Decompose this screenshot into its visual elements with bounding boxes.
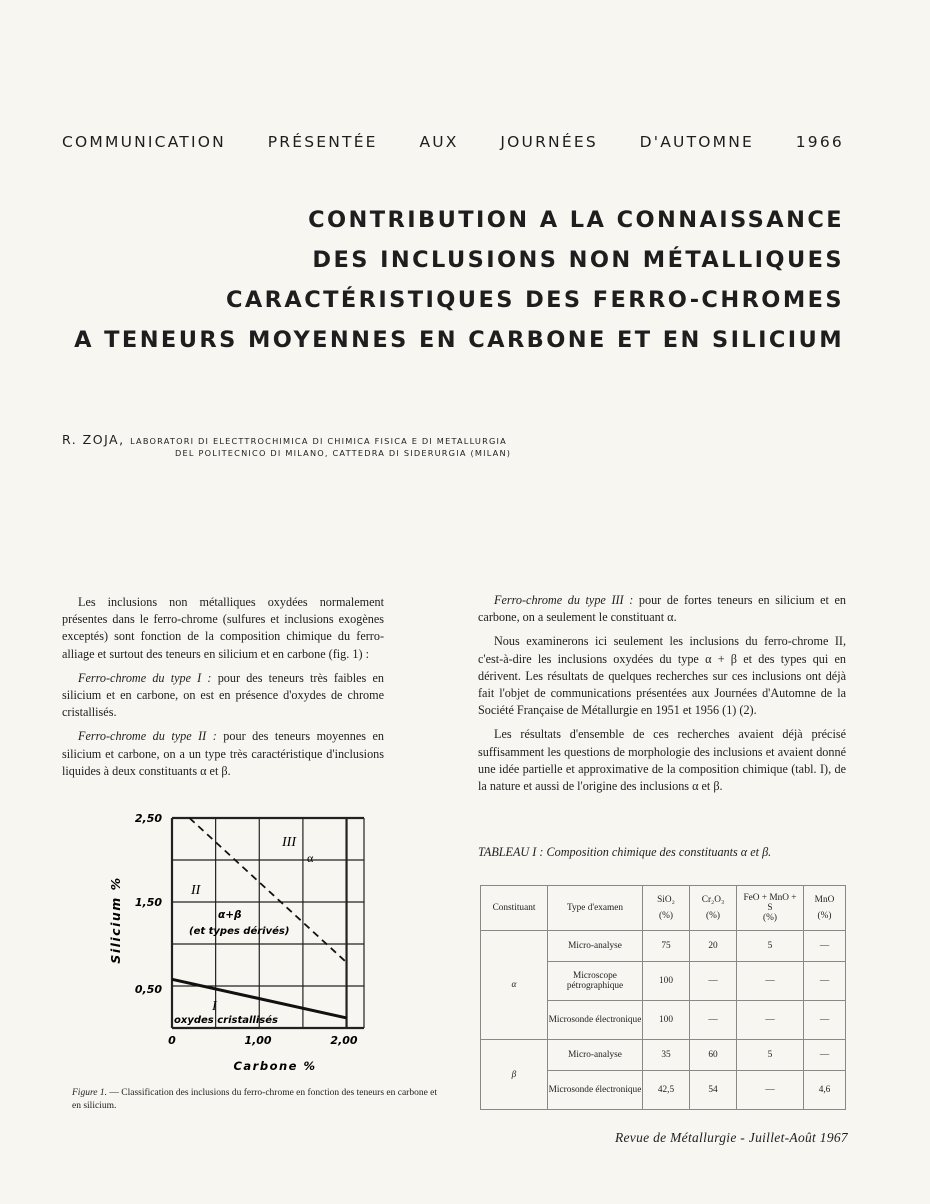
table-cell: 100	[643, 1001, 690, 1040]
type-heading: Ferro-chrome du type I :	[78, 670, 212, 685]
author-affiliation-2: DEL POLITECNICO DI MILANO, CATTEDRA DI SIDERURGIA (MILAN)	[175, 448, 512, 458]
region-label: α+β	[218, 909, 242, 921]
title-line: A TENEURS MOYENNES EN CARBONE ET EN SILICIUM	[74, 327, 844, 353]
region-label: III	[282, 835, 296, 850]
table-cell: —	[737, 1001, 804, 1040]
title-line: CONTRIBUTION A LA CONNAISSANCE	[308, 207, 844, 233]
table-row	[481, 1040, 846, 1071]
header-text: Cr₂O₃	[701, 895, 725, 905]
table-header-row	[481, 886, 846, 931]
table-cell: 20	[690, 931, 737, 962]
header-text: SiO₂	[657, 895, 675, 905]
type-heading: Ferro-chrome du type III :	[494, 593, 634, 607]
header-word: JOURNÉES	[500, 133, 598, 151]
y-axis-label: Silicium %	[108, 876, 123, 964]
figure-1-chart	[100, 800, 380, 1090]
constituent-cell: β	[481, 1040, 548, 1110]
paragraph: Les résultats d'ensemble de ces recherches avaient déjà précisé suffisamment les questions de morphologie des inclusions et avaient donné une idée partielle et approximative de la composition chimique (tabl. I), de la nature et aussi de l'origine des inclusions α et β.	[478, 727, 846, 794]
table-cell: 5	[737, 1040, 804, 1071]
boundary-line-dashed	[189, 818, 346, 962]
y-tick-label: 2,50	[134, 812, 162, 825]
column-header: Type d'examen	[548, 886, 643, 931]
y-tick-label: 1,50	[134, 896, 162, 909]
table-cell: 75	[643, 931, 690, 962]
table-caption: TABLEAU I : Composition chimique des constituants α et β.	[478, 845, 772, 859]
table-cell: —	[690, 1001, 737, 1040]
region-label: oxydes cristallisés	[174, 1015, 278, 1026]
running-header	[62, 133, 844, 151]
header-word: AUX	[419, 133, 459, 151]
column-header	[690, 886, 737, 931]
header-word: PRÉSENTÉE	[267, 133, 378, 151]
table-cell: Microsonde électronique	[548, 1001, 643, 1040]
region-label: (et types dérivés)	[189, 926, 290, 937]
author-name: R. ZOJA,	[62, 432, 125, 447]
journal-footer: Revue de Métallurgie - Juillet-Août 1967	[614, 1130, 848, 1145]
figure-caption-text: — Classification des inclusions du ferro-chrome en fonction des teneurs en carbone et en silicium.	[72, 1088, 438, 1111]
table-cell: —	[690, 962, 737, 1001]
table-cell: —	[737, 962, 804, 1001]
x-tick-label: 2,00	[330, 1034, 358, 1047]
type-heading: Ferro-chrome du type II :	[78, 729, 217, 744]
header-unit: (%)	[659, 911, 673, 921]
table-cell: 42,5	[643, 1071, 690, 1110]
region-label: II	[191, 883, 201, 898]
paragraph: Les inclusions non métalliques oxydées normalement présentes dans le ferro-chrome (sulfures et inclusions exogènes exceptés) sont fonction de la composition chimique du ferro-alliage et surtout des teneurs en silicium et en carbone (fig. 1) :	[62, 595, 384, 661]
table-cell: —	[737, 1071, 804, 1110]
header-word: 1966	[795, 133, 844, 151]
right-column	[478, 592, 846, 802]
paragraph-text: pour des teneurs très faibles en silicium et en carbone, on est en présence d'oxydes de chrome cristallisés.	[62, 670, 384, 720]
column-header	[737, 886, 804, 931]
y-tick-label: 0,50	[134, 983, 162, 996]
figure-caption	[72, 1087, 442, 1113]
table-cell: Microscope pétrographique	[548, 962, 643, 1001]
paragraph	[62, 670, 384, 722]
table-cell: 4,6	[804, 1071, 846, 1110]
region-label: I	[212, 999, 217, 1014]
left-column	[62, 594, 384, 787]
table-cell: 5	[737, 931, 804, 962]
table-cell: 54	[690, 1071, 737, 1110]
paragraph-text: pour des teneurs moyennes en silicium et carbone, on a un type très caractéristique d'inclusions liquides à deux constituants α et β.	[62, 729, 384, 778]
title-line: DES INCLUSIONS NON MÉTALLIQUES	[312, 247, 844, 273]
composition-table	[480, 885, 846, 1110]
table-cell: 60	[690, 1040, 737, 1071]
table-cell: 35	[643, 1040, 690, 1071]
x-tick-label: 1,00	[244, 1034, 272, 1047]
x-axis-label: Carbone %	[233, 1059, 317, 1073]
table-cell: —	[804, 931, 846, 962]
constituent-cell: α	[481, 931, 548, 1040]
table-row	[481, 931, 846, 962]
table-cell: 100	[643, 962, 690, 1001]
header-unit: (%)	[817, 911, 832, 921]
paragraph-text: pour de fortes teneurs en silicium et en carbone, on a seulement le constituant α.	[478, 593, 847, 625]
table-cell: —	[804, 1001, 846, 1040]
title-line: CARACTÉRISTIQUES DES FERRO-CHROMES	[225, 287, 844, 313]
table-cell: Micro-analyse	[548, 1040, 643, 1071]
header-unit: (%)	[763, 913, 777, 923]
paragraph	[478, 592, 846, 626]
column-header	[643, 886, 690, 931]
table-cell: Micro-analyse	[548, 931, 643, 962]
article-title	[74, 200, 844, 360]
figure-caption-label: Figure 1.	[72, 1088, 108, 1098]
paragraph	[62, 728, 384, 780]
column-header	[804, 886, 846, 931]
paragraph: Nous examinerons ici seulement les inclusions du ferro-chrome II, c'est-à-dire les inclusions oxydées du type α + β et des types qui en dérivent. Les résultats de quelques recherches sur ces inclusions ont déjà fait l'objet de communications présentées aux Journées d'Automne de la Société Française de Métallurgie en 1951 et 1956 (1) (2).	[478, 634, 846, 718]
table-cell: —	[804, 962, 846, 1001]
header-text: FeO + MnO + S	[743, 893, 797, 913]
header-word: D'AUTOMNE	[639, 133, 754, 151]
region-label: α	[307, 851, 314, 865]
table-cell: Microsonde électronique	[548, 1071, 643, 1110]
header-word: COMMUNICATION	[62, 133, 226, 151]
chart-grid	[172, 818, 364, 1028]
author-line	[62, 432, 507, 447]
header-unit: (%)	[706, 911, 720, 921]
table-cell: —	[804, 1040, 846, 1071]
x-tick-label: 0	[168, 1034, 176, 1047]
header-text: MnO	[814, 895, 835, 905]
column-header: Constituant	[481, 886, 548, 931]
author-affiliation: LABORATORI DI ELECTTROCHIMICA DI CHIMICA FISICA E DI METALLURGIA	[130, 436, 507, 446]
